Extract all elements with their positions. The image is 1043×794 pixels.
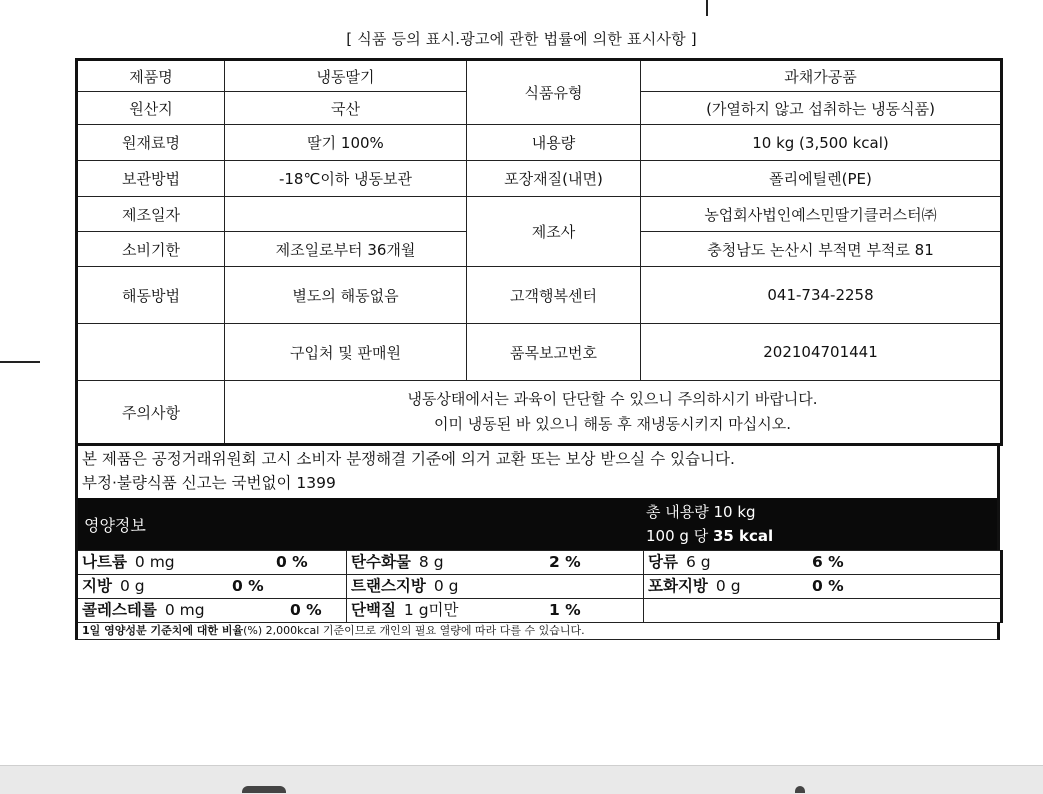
nutrition-title: 영양정보 <box>84 515 146 535</box>
nutrition-total <box>646 498 997 550</box>
nutrient-cell <box>77 599 347 623</box>
nutrition-table <box>75 550 1003 623</box>
nutrient-cell <box>347 575 644 599</box>
consumer-notice <box>75 446 1000 498</box>
viewer-bottom-bar <box>0 765 1043 794</box>
nutrient-cell <box>77 575 347 599</box>
nutrition-footnote <box>75 623 1000 640</box>
nutrient-amount: 0 mg <box>164 601 205 619</box>
nutrient-amount: 1 g미만 <box>403 601 459 619</box>
per-serving <box>646 524 997 548</box>
nutrient-percent: 2 % <box>549 553 581 571</box>
thaw-label: 해동방법 <box>77 267 225 324</box>
product-name-value: 냉동딸기 <box>225 60 467 92</box>
ingredient-label: 원재료명 <box>77 125 225 161</box>
origin-label: 원산지 <box>77 92 225 125</box>
ingredient-value: 딸기 100% <box>225 125 467 161</box>
volume-value: 10 kg (3,500 kcal) <box>641 125 1002 161</box>
nutrition-row <box>77 575 1002 599</box>
nutrition-header <box>75 498 1000 550</box>
maker-value-2: 충청남도 논산시 부적면 부적로 81 <box>641 232 1002 267</box>
origin-value: 국산 <box>225 92 467 125</box>
nutrient-name: 콜레스테롤 <box>82 601 157 619</box>
caution-label: 주의사항 <box>77 381 225 445</box>
mfg-date-value <box>225 197 467 232</box>
notice-line-1: 본 제품은 공정거래위원회 고시 소비자 분쟁해결 기준에 의거 교환 또는 보상 받으실 수 있습니다. <box>82 450 735 468</box>
storage-value: -18℃이하 냉동보관 <box>225 161 467 197</box>
mfg-date-label: 제조일자 <box>77 197 225 232</box>
nutrient-name: 나트륨 <box>82 553 127 571</box>
expiry-label: 소비기한 <box>77 232 225 267</box>
nutrient-cell <box>347 551 644 575</box>
scroll-handle[interactable] <box>242 786 286 793</box>
per-serving-prefix: 100 g 당 <box>646 527 713 545</box>
side-marker-line <box>0 361 40 363</box>
nutrition-row <box>77 551 1002 575</box>
volume-label: 내용량 <box>467 125 641 161</box>
footnote-bold: 1일 영양성분 기준치에 대한 비율 <box>82 624 244 637</box>
packaging-label: 포장재질(내면) <box>467 161 641 197</box>
seller-value: 구입처 및 판매원 <box>225 324 467 381</box>
total-volume: 총 내용량 10 kg <box>646 503 756 521</box>
product-info-table <box>75 58 1003 446</box>
caution-line-1: 냉동상태에서는 과육이 단단할 수 있으니 주의하시기 바랍니다. <box>407 390 818 408</box>
nutrient-name: 포화지방 <box>648 577 708 595</box>
footnote-rest: (%) 2,000kcal 기준이므로 개인의 필요 열량에 따라 다를 수 있습니다. <box>243 624 585 637</box>
expiry-value: 제조일로부터 36개월 <box>225 232 467 267</box>
nutrient-name: 탄수화물 <box>351 553 411 571</box>
nutrient-amount: 0 g <box>119 577 145 595</box>
nutrition-row <box>77 599 1002 623</box>
nutrient-amount: 0 mg <box>134 553 175 571</box>
nutrient-name: 트랜스지방 <box>351 577 426 595</box>
seller-label <box>77 324 225 381</box>
nutrient-cell <box>644 575 1002 599</box>
nutrient-name: 단백질 <box>351 601 396 619</box>
caution-text <box>225 381 1002 445</box>
cs-value: 041-734-2258 <box>641 267 1002 324</box>
nutrient-name: 지방 <box>82 577 112 595</box>
maker-label: 제조사 <box>467 197 641 267</box>
scroll-indicator <box>795 786 805 793</box>
nutrient-amount: 0 g <box>715 577 741 595</box>
notice-line-2: 부정·불량식품 신고는 국번없이 1399 <box>82 474 336 492</box>
nutrient-percent: 0 % <box>290 601 322 619</box>
thaw-value: 별도의 해동없음 <box>225 267 467 324</box>
maker-value-1: 농업회사법인예스민딸기클러스터㈜ <box>641 197 1002 232</box>
food-type-value-1: 과채가공품 <box>641 60 1002 92</box>
nutrient-amount: 0 g <box>433 577 459 595</box>
cs-label: 고객행복센터 <box>467 267 641 324</box>
packaging-value: 폴리에틸렌(PE) <box>641 161 1002 197</box>
nutrient-percent: 1 % <box>549 601 581 619</box>
nutrient-name: 당류 <box>648 553 678 571</box>
food-type-label: 식품유형 <box>467 60 641 125</box>
nutrient-cell <box>347 599 644 623</box>
nutrient-cell <box>77 551 347 575</box>
nutrient-amount: 8 g <box>418 553 444 571</box>
food-type-value-2: (가열하지 않고 섭취하는 냉동식품) <box>641 92 1002 125</box>
report-value: 202104701441 <box>641 324 1002 381</box>
nutrient-percent: 0 % <box>232 577 264 595</box>
per-serving-kcal: 35 kcal <box>712 527 774 545</box>
nutrient-percent: 0 % <box>276 553 308 571</box>
nutrient-amount: 6 g <box>685 553 711 571</box>
storage-label: 보관방법 <box>77 161 225 197</box>
caution-line-2: 이미 냉동된 바 있으니 해동 후 재냉동시키지 마십시오. <box>434 415 791 433</box>
nutrient-cell <box>644 551 1002 575</box>
product-name-label: 제품명 <box>77 60 225 92</box>
top-marker-line <box>706 0 708 16</box>
nutrient-cell <box>644 599 1002 623</box>
food-label <box>75 58 1000 640</box>
nutrient-percent: 6 % <box>812 553 844 571</box>
nutrient-percent: 0 % <box>812 577 844 595</box>
report-label: 품목보고번호 <box>467 324 641 381</box>
label-heading: [ 식품 등의 표시.광고에 관한 법률에 의한 표시사항 ] <box>346 30 697 48</box>
